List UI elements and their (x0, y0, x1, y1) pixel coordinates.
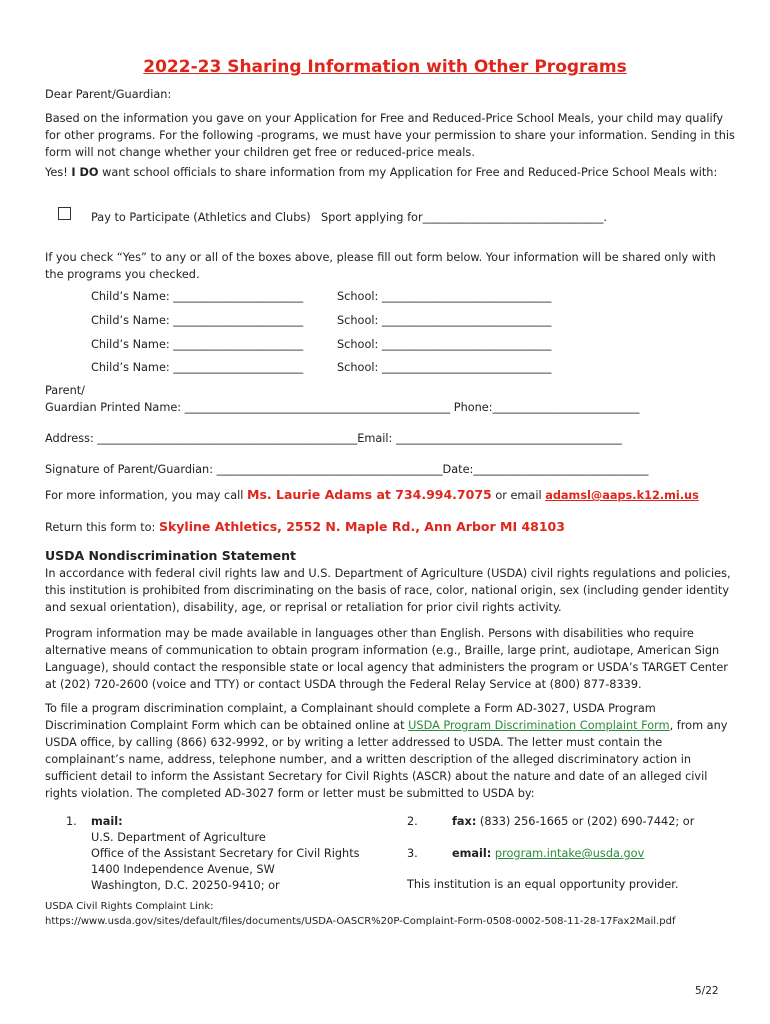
return-line (45, 518, 565, 536)
return-prefix: Return this form to: (45, 521, 159, 534)
mail-address-line: Office of the Assistant Secretary for Civil Rights (91, 847, 360, 860)
child-school-field[interactable]: School: ______________________________ (337, 290, 552, 303)
contact-email-link[interactable]: adamsl@aaps.k12.mi.us (545, 489, 699, 502)
mail-label: mail: (91, 815, 123, 828)
usda-p3-text-b: , from any USDA office, by calling (866) 632-9992, or by writing a letter addressed to USDA. The letter must contain the complainant’s name, address, telephone number, and a written description of the alleged discriminatory action in sufficient detail to inform the Assistant Secretary for Civil Rights (ASCR) about the nature and date of an alleged civil rights violation. The completed AD-3027 form or letter must be submitted to USDA by: (45, 719, 728, 800)
complaint-link-label: USDA Civil Rights Complaint Link: (45, 901, 214, 912)
contact-phone: 734.994.7075 (395, 487, 492, 502)
usda-paragraph-3 (45, 700, 735, 802)
more-info-prefix: For more information, you may call (45, 489, 248, 502)
child-name-field[interactable]: Child’s Name: _______________________ (91, 290, 304, 303)
complaint-link-url[interactable]: https://www.usda.gov/sites/default/files/documents/USDA-OASCR%20P-Complaint-Form-0508-0002-508-11-28-17Fax2Mail.pdf (45, 916, 676, 927)
usda-heading: USDA Nondiscrimination Statement (45, 548, 297, 563)
program-checkbox[interactable] (58, 207, 71, 220)
child-name-field[interactable]: Child’s Name: _______________________ (91, 361, 304, 374)
usda-email-link[interactable]: program.intake@usda.gov (494, 847, 645, 860)
return-address: Skyline Athletics, 2552 N. Maple Rd., Ann Arbor MI 48103 (158, 519, 565, 534)
fax-number: 2. (407, 815, 418, 828)
equal-opportunity-statement: This institution is an equal opportunity provider. (407, 878, 679, 891)
page-title: 2022-23 Sharing Information with Other Programs (143, 57, 627, 77)
signature-date-field[interactable]: Signature of Parent/Guardian: ________________________________________Date:_______________________________ (45, 463, 649, 476)
child-school-field[interactable]: School: ______________________________ (337, 361, 552, 374)
greeting: Dear Parent/Guardian: (45, 88, 172, 101)
fax-label: fax: (452, 815, 477, 828)
mail-address-line: Washington, D.C. 20250-9410; or (91, 879, 280, 892)
usda-paragraph-2: Program information may be made available in languages other than English. Persons with disabilities who require alternative means of communication to obtain program information (e.g., Braille, large print, audiotape, American Sign Language), should contact the responsible state or local agency that administers the program or USDA’s TARGET Center at (202) 720-2600 (voice and TTY) or contact USDA through the Federal Relay Service at (800) 877-8339. (45, 627, 728, 691)
program-option-label: Pay to Participate (Athletics and Clubs) (91, 211, 311, 224)
consent-bold: I DO (71, 166, 99, 179)
fax-line (452, 813, 694, 830)
child-name-field[interactable]: Child’s Name: _______________________ (91, 338, 304, 351)
consent-prefix: Yes! (45, 166, 72, 179)
more-info-or: or email (491, 489, 546, 502)
more-info-line (45, 486, 699, 504)
more-info-at: at (372, 487, 396, 502)
page-number: 5/22 (695, 985, 719, 997)
complaint-form-link[interactable]: USDA Program Discrimination Complaint Form (408, 719, 670, 732)
child-name-field[interactable]: Child’s Name: _______________________ (91, 314, 304, 327)
parent-label: Parent/ (45, 384, 85, 397)
sport-applying-field[interactable]: Sport applying for________________________________. (321, 211, 607, 224)
intro-paragraph: Based on the information you gave on your Application for Free and Reduced-Price School Meals, your child may qualify for other programs. For the following -programs, we must have your permission to share your information. Sending in this form will not change whether your children get free or reduced-price meals. (45, 112, 735, 159)
parent-name-phone-field[interactable]: Guardian Printed Name: _______________________________________________ Phone:__________________________ (45, 401, 640, 414)
fax-text: (833) 256-1665 or (202) 690-7442; or (476, 815, 695, 828)
child-school-field[interactable]: School: ______________________________ (337, 314, 552, 327)
usda-paragraph-1: In accordance with federal civil rights law and U.S. Department of Agriculture (USDA) civil rights regulations and policies, this institution is prohibited from discriminating on the basis of race, color, national origin, sex (including gender identity and sexual orientation), disability, age, or reprisal or retaliation for prior civil rights activity. (45, 567, 731, 614)
email-label: email: (452, 847, 492, 860)
if-yes-paragraph: If you check “Yes” to any or all of the boxes above, please fill out form below. Your information will be shared only with the programs you checked. (45, 251, 716, 281)
consent-suffix: want school officials to share information from my Application for Free and Reduced-Price School Meals with: (98, 166, 718, 179)
usda-p3-text-a: To file a program discrimination complaint, a Complainant should complete a Form AD-3027, USDA Program Discrimination Complaint Form which can be obtained online at (45, 702, 656, 732)
email-line (452, 845, 644, 862)
address-email-field[interactable]: Address: ______________________________________________Email: ________________________________________ (45, 432, 622, 445)
mail-address-line: 1400 Independence Avenue, SW (91, 863, 275, 876)
mail-address-line: U.S. Department of Agriculture (91, 831, 266, 844)
contact-name: Ms. Laurie Adams (247, 487, 373, 502)
child-school-field[interactable]: School: ______________________________ (337, 338, 552, 351)
email-number: 3. (407, 847, 418, 860)
consent-statement (45, 164, 717, 181)
mail-number: 1. (66, 815, 77, 828)
